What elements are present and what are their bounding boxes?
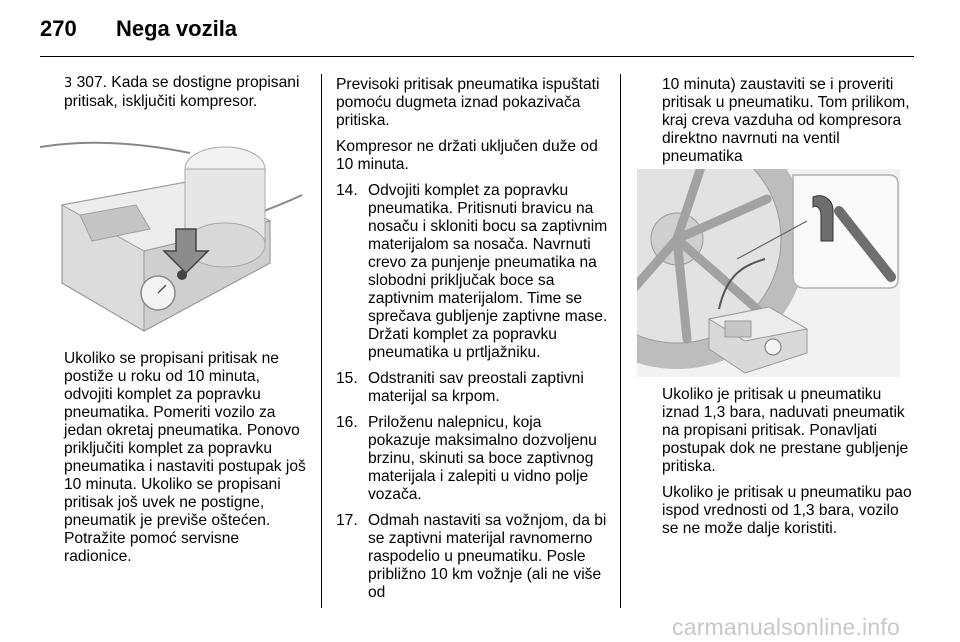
list-item [336, 414, 608, 504]
col3-continuation: 10 minuta) zaustaviti se i proveriti pritisak u pneumatiku. Tom prilikom, kraj creva vazduha od kompresora direktno navrnuti na ventil pneumatika [662, 76, 910, 165]
list-item-number: 16. [336, 414, 358, 431]
col1-intro-text: 307. Kada se dostigne propisani pritisak, isključiti kompresor. [64, 74, 300, 110]
list-item-text: Priloženu nalepnicu, koja pokazuje maksimalno dozvoljenu brzinu, skinuti sa boce zaptivnog materijala i zalepiti u vidno polje vozača. [368, 414, 597, 503]
page-title: Nega vozila [116, 16, 238, 41]
col3-para-2: Ukoliko je pritisak u pneumatiku pao ispod vrednosti od 1,3 bara, vozilo se ne može dalje koristiti. [662, 484, 912, 537]
list-item-number: 17. [336, 512, 358, 529]
col1-intro [64, 74, 308, 111]
list-item [336, 370, 608, 406]
page-number: 270 [40, 16, 77, 41]
list-item-text: Odvojiti komplet za popravku pneumatika. Pritisnuti bravicu na nosaču i skloniti bocu sa zaptivnim materijalom sa nosača. Navrnuti crevo za punjenje pneumatika na slobodni priključak boce sa zaptivnim materijalom. Time se sprečava gubljenje zaptivne mase. Držati komplet za popravku pneumatika u prtljažniku. [368, 182, 608, 361]
col3-para-1: Ukoliko je pritisak u pneumatiku iznad 1,3 bara, naduvati pneumatik na propisani pritisak. Ponavljati postupak dok ne prestane gubljenje pritiska. [662, 386, 909, 475]
col3-paras [662, 386, 914, 546]
list-item [336, 512, 608, 602]
list-item-text: Odstraniti sav preostali zaptivni materijal sa krpom. [368, 370, 584, 405]
col2-para-1: Previsoki pritisak pneumatika ispuštati pomoću dugmeta iznad pokazivača pritiska. [336, 76, 600, 129]
column-divider-1 [321, 74, 322, 608]
col2-para-2: Kompresor ne držati uključen duže od 10 minuta. [336, 138, 598, 173]
col2-content [336, 76, 608, 610]
col1-paragraph: Ukoliko se propisani pritisak ne postiže u roku od 10 minuta, odvojiti komplet za popravku pneumatika. Pomeriti vozilo za jedan okretaj pneumatika. Ponovo priključiti komplet za popravku pneumatika i nastaviti postupak još 10 minuta. Ukoliko se propisani pritisak još uvek ne postigne, pneumatik je previše oštećen. Potražite pomoć servisne radionice. [64, 350, 306, 565]
list-item-number: 14. [336, 182, 358, 199]
cross-reference-icon: 3 [64, 76, 73, 91]
tyre-valve-illustration [637, 169, 900, 377]
list-item [336, 182, 608, 362]
watermark: carmanualsonline.info [672, 614, 900, 640]
list-item-number: 15. [336, 370, 358, 387]
list-item-text: Odmah nastaviti sa vožnjom, da bi se zaptivni materijal ravnomerno raspodelio u pneumatiku. Posle približno 10 km vožnje (ali ne više od [368, 512, 607, 601]
compressor-illustration [40, 133, 304, 343]
header-rule [40, 56, 914, 57]
column-divider-2 [620, 74, 621, 608]
